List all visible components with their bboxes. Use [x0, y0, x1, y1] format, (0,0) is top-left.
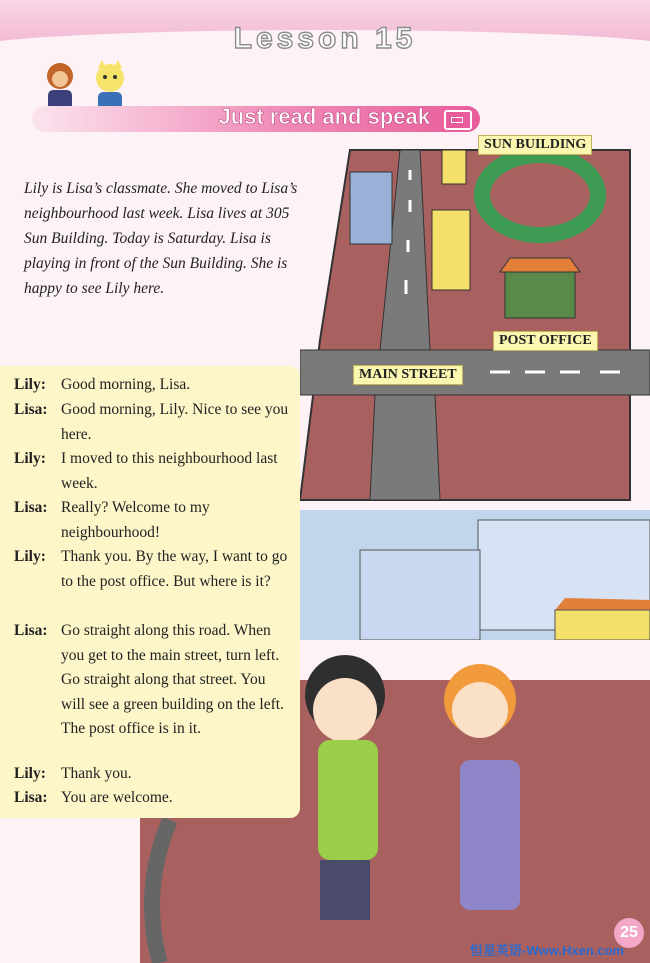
intro-paragraph: Lily is Lisa’s classmate. She moved to Lisa’s neighbourhood last week. Lisa lives at 305 Sun Building. Today is Saturday. Lisa is playing in front of the Sun Building. She is happy to see Lily here.	[24, 180, 298, 297]
section-title: Just read and speak	[218, 104, 430, 129]
watermark: 恒星英语-Www.Hxen.com	[470, 943, 625, 958]
utterance: Good morning, Lily. Nice to see you here.	[61, 401, 289, 443]
utterance: Thank you.	[61, 765, 132, 782]
utterance: Good morning, Lisa.	[61, 376, 191, 393]
dialogue-line	[14, 373, 294, 397]
cassette-tape-icon[interactable]	[444, 110, 472, 130]
lesson-title: Lesson 15	[233, 22, 417, 55]
utterance: Really? Welcome to my neighbourhood!	[61, 499, 210, 541]
dialogue-line	[14, 619, 294, 765]
dialogue-line	[14, 496, 294, 544]
page-number: 25	[614, 918, 644, 948]
utterance: Go straight along this road. When you get to the main street, turn left. Go straight along that street. You will see a green building on the left. The post office is in it.	[61, 622, 284, 737]
dialogue-line	[14, 786, 294, 810]
dialogue-line	[14, 398, 294, 446]
speaker: Lily:	[14, 376, 46, 393]
dialogue-box	[0, 366, 300, 818]
speaker: Lisa:	[14, 401, 48, 418]
utterance: I moved to this neighbourhood last week.	[61, 450, 278, 492]
dialogue-line	[14, 545, 294, 618]
neighbourhood-map	[300, 140, 650, 640]
speaker: Lisa:	[14, 622, 48, 639]
utterance: You are welcome.	[61, 789, 173, 806]
speaker: Lisa:	[14, 789, 48, 806]
map-label-main-street: MAIN STREET	[353, 365, 463, 385]
speaker: Lily:	[14, 765, 46, 782]
speaker: Lily:	[14, 548, 46, 565]
map-label-post-office: POST OFFICE	[493, 331, 598, 351]
dialogue-line	[14, 762, 294, 786]
speaker: Lisa:	[14, 499, 48, 516]
utterance: Thank you. By the way, I want to go to the post office. But where is it?	[61, 548, 288, 590]
map-label-sun-building: SUN BUILDING	[478, 135, 592, 155]
speaker: Lily:	[14, 450, 46, 467]
dialogue-line	[14, 447, 294, 495]
